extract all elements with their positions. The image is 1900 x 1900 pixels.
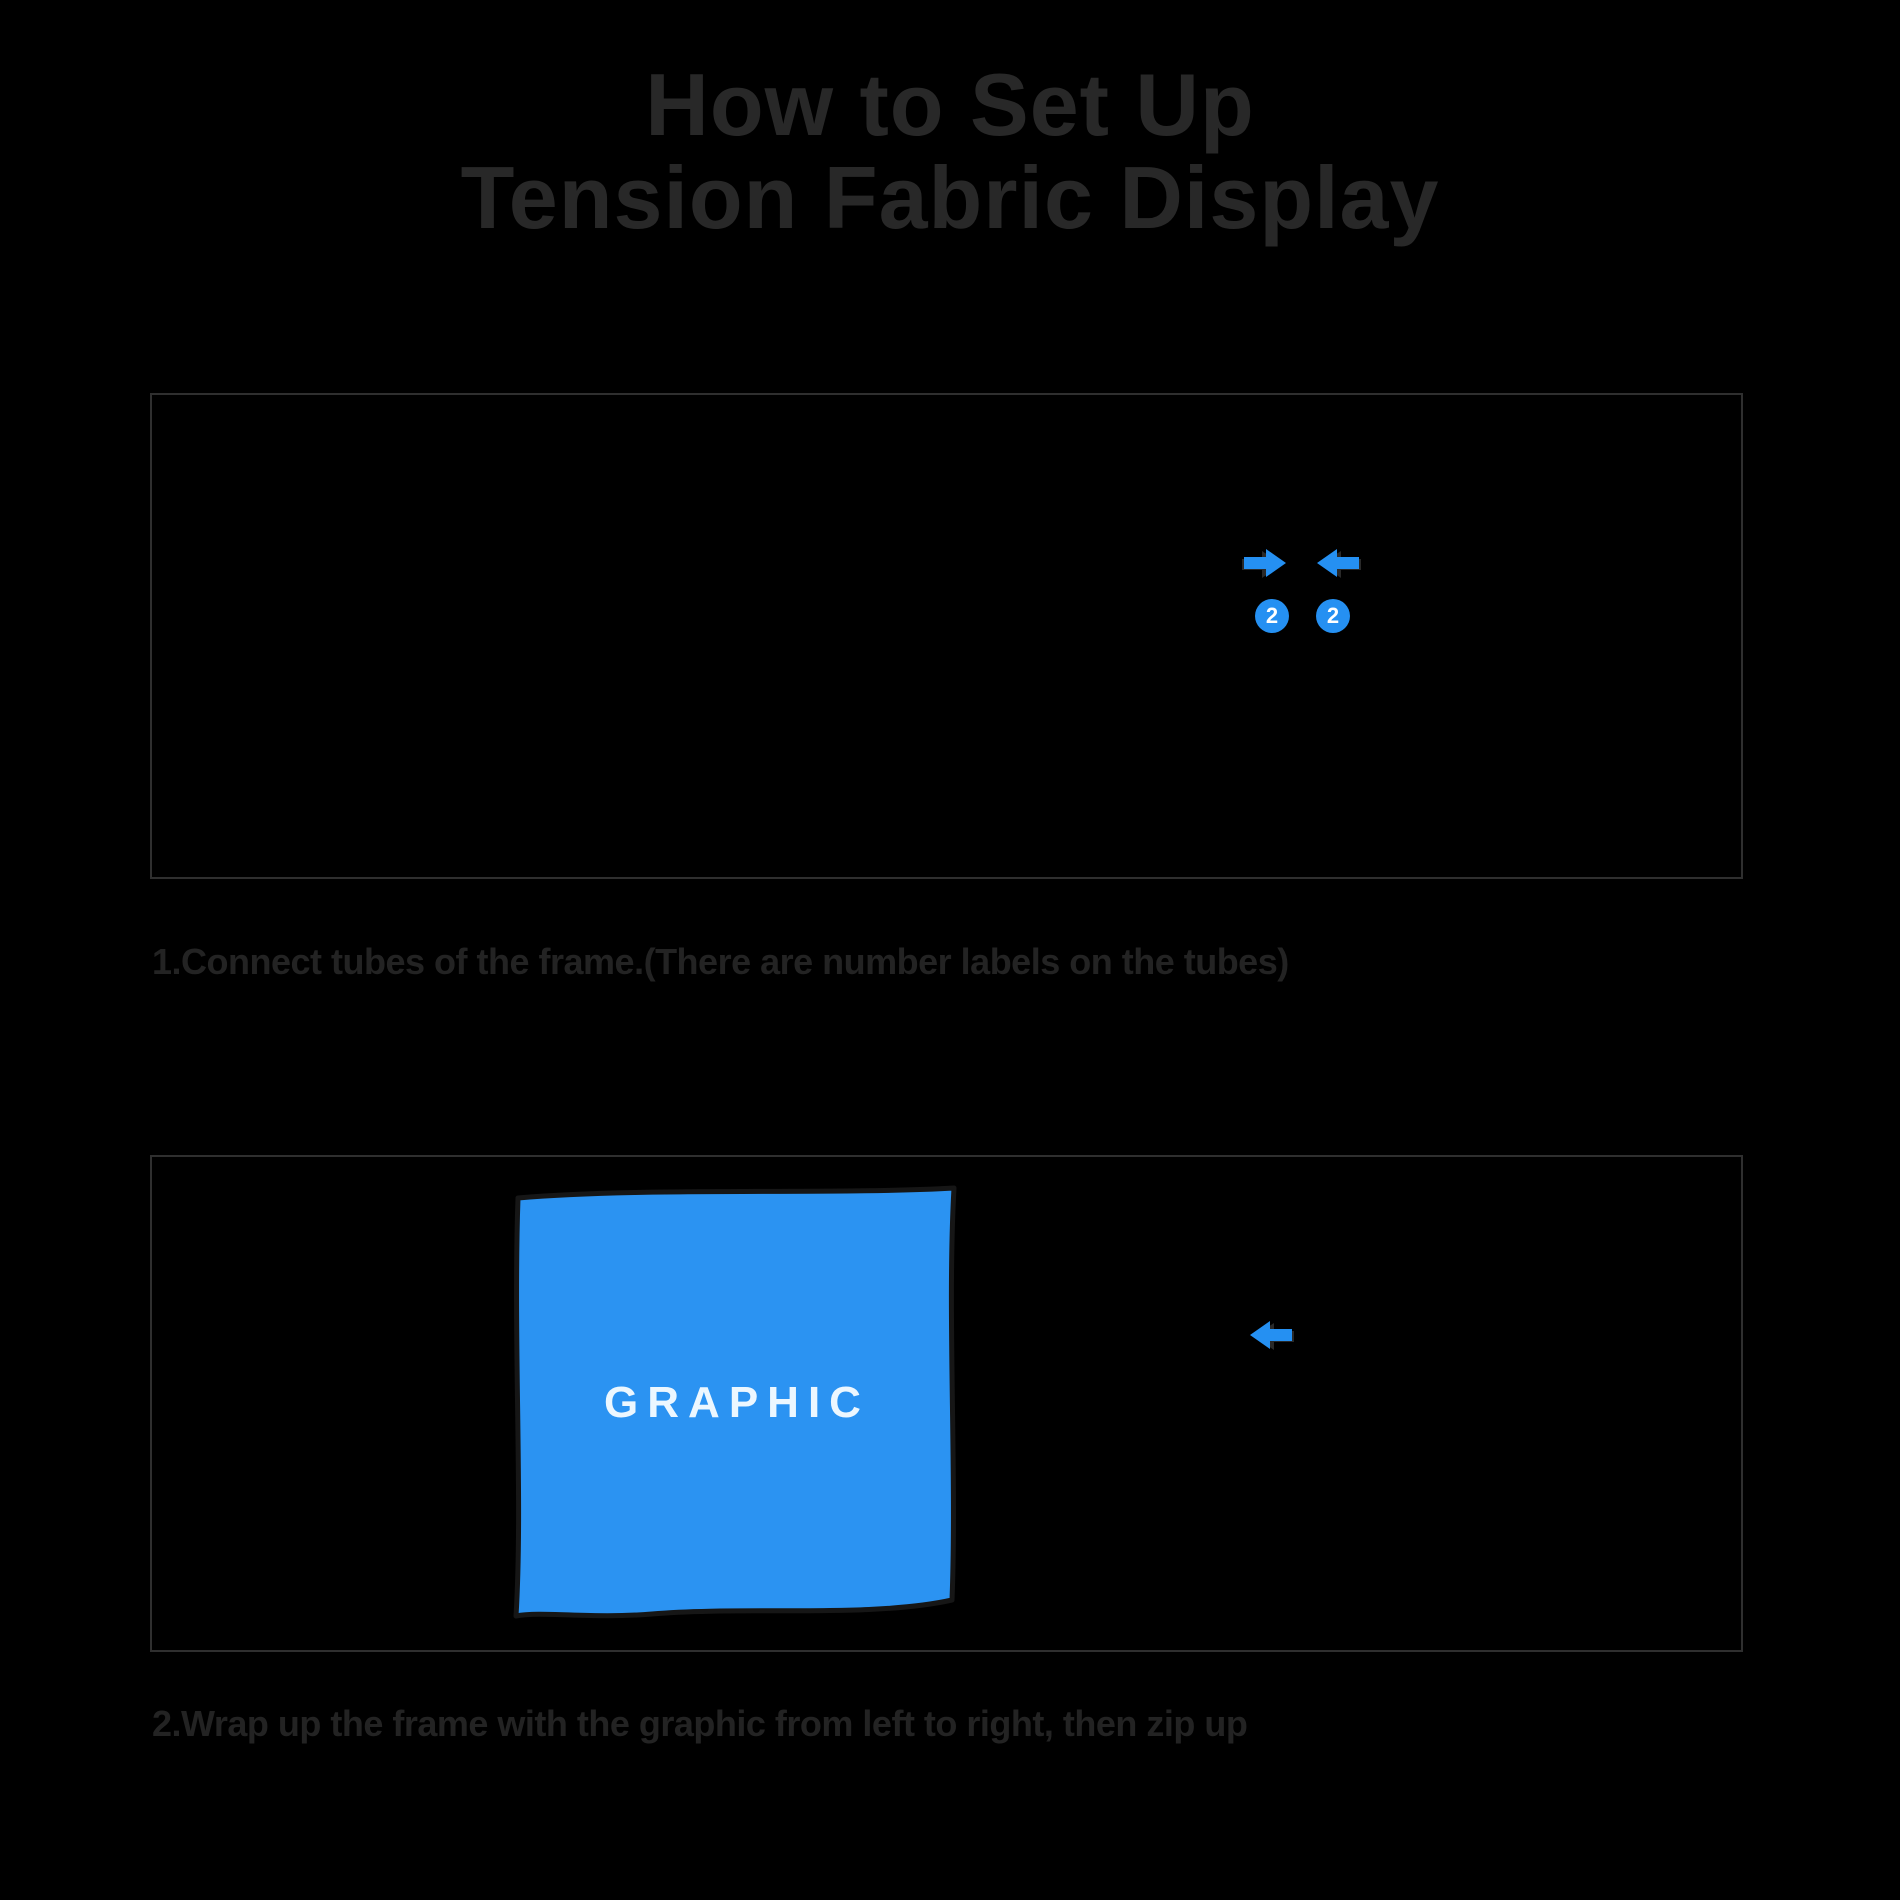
page-title [0, 55, 1900, 248]
fabric-graphic [502, 1182, 972, 1624]
arrow-left-icon [1315, 546, 1361, 580]
tube-number-badge-value: 2 [1265, 603, 1279, 628]
step1-caption: 1.Connect tubes of the frame.(There are number labels on the tubes) [152, 941, 1289, 982]
tube-number-badge [1316, 599, 1350, 633]
page-title-line2: Tension Fabric Display [460, 148, 1440, 248]
step2-caption: 2.Wrap up the frame with the graphic from left to right, then zip up [152, 1703, 1248, 1744]
step1-illustration-panel [150, 393, 1743, 879]
tube-number-badge-value: 2 [1326, 603, 1340, 628]
page-title-line1: How to Set Up [645, 55, 1255, 154]
arrow-right-icon [1242, 546, 1288, 580]
tube-number-badge [1255, 599, 1289, 633]
step2-illustration-panel [150, 1155, 1743, 1652]
graphic-label: GRAPHIC [604, 1378, 870, 1427]
arrow-left-icon [1248, 1318, 1294, 1352]
